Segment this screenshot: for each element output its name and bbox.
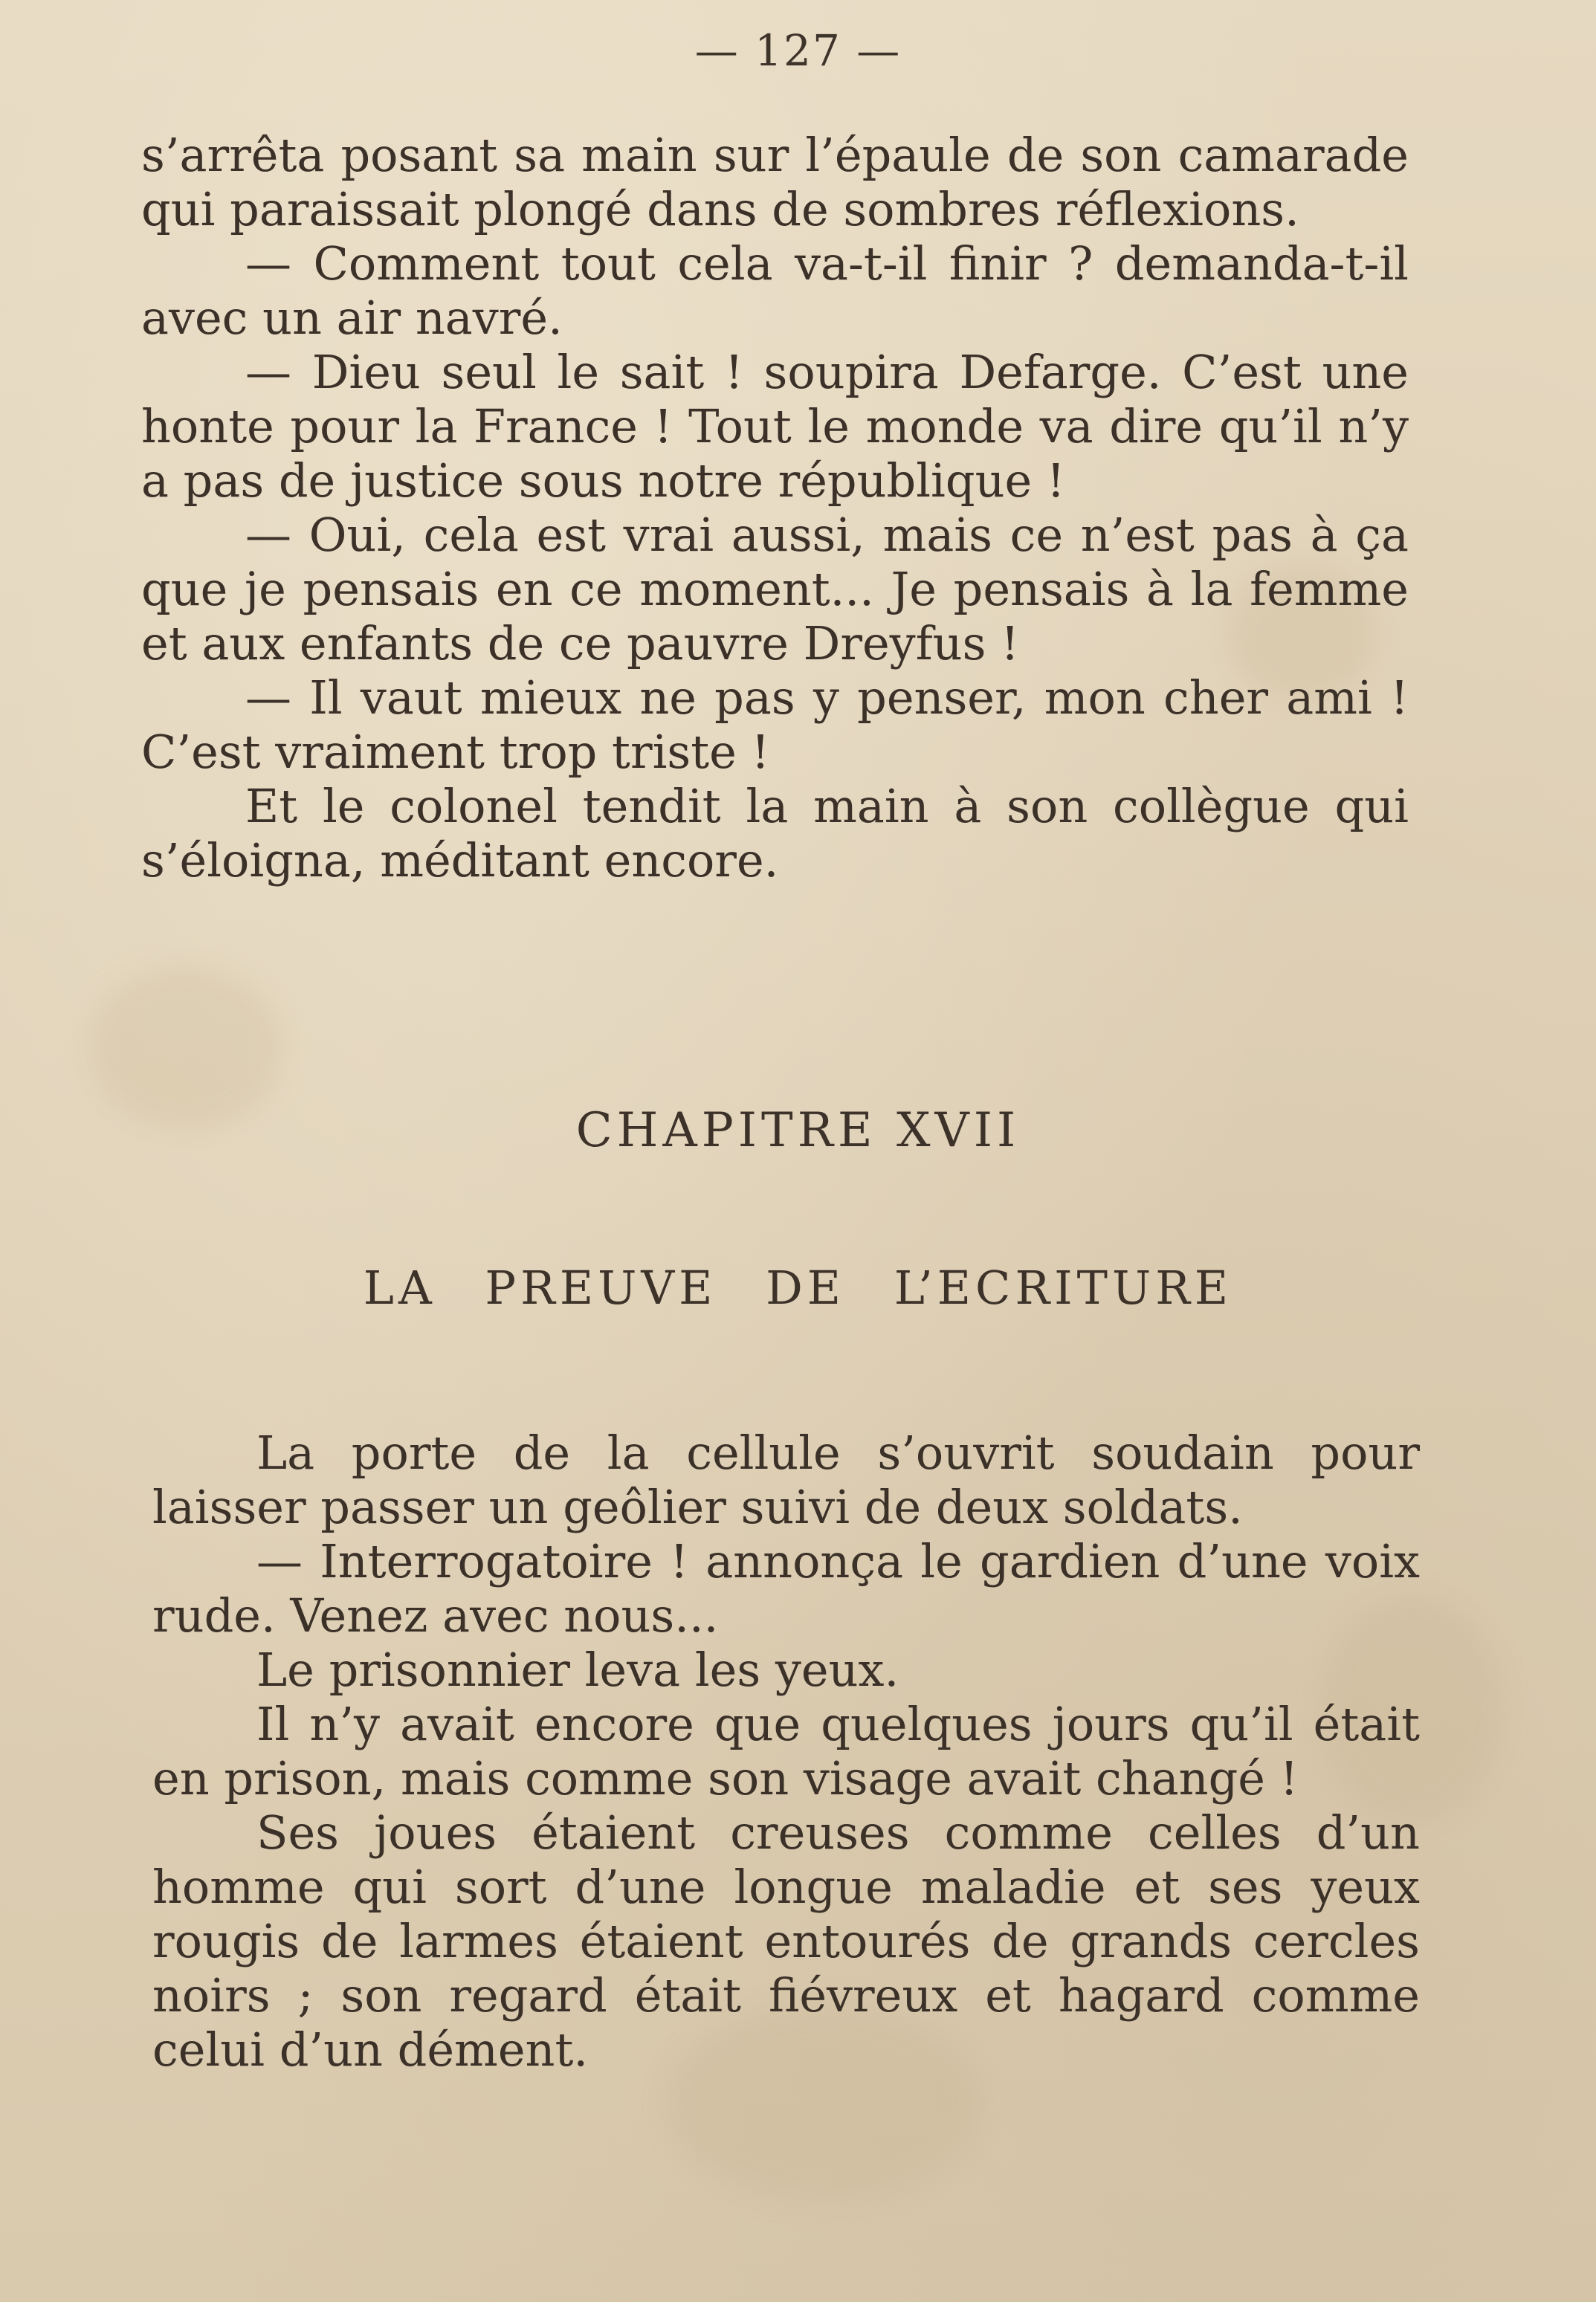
paragraph: — Interrogatoire ! annonça le gardien d’une voix rude. Venez avec nous... (152, 1534, 1420, 1643)
bottom-text-block (152, 1426, 1420, 2077)
top-text-block (141, 128, 1409, 888)
paragraph: — Oui, cela est vrai aussi, mais ce n’est pas à ça que je pensais en ce moment... Je pensais à la femme et aux enfants de ce pauvre Dreyfus ! (141, 508, 1409, 670)
paragraph: — Comment tout cela va-t-il finir ? demanda-t-il avec un air navré. (141, 236, 1409, 345)
paragraph: Ses joues étaient creuses comme celles d’un homme qui sort d’une longue maladie et ses yeux rougis de larmes étaient entourés de grands cercles noirs ; son regard était fiévreux et hagard comme celui d’un dément. (152, 1805, 1420, 2077)
paragraph: Et le colonel tendit la main à son collègue qui s’éloigna, méditant encore. (141, 779, 1409, 888)
chapter-title: LA PREUVE DE L’ECRITURE (363, 1261, 1233, 1315)
page-number: — 127 — (694, 25, 902, 76)
paragraph: La porte de la cellule s’ouvrit soudain pour laisser passer un geôlier suivi de deux soldats. (152, 1426, 1420, 1534)
paragraph: s’arrêta posant sa main sur l’épaule de son camarade qui paraissait plongé dans de sombres réflexions. (141, 128, 1409, 236)
paragraph: Il n’y avait encore que quelques jours qu’il était en prison, mais comme son visage avait changé ! (152, 1697, 1420, 1805)
paragraph: — Il vaut mieux ne pas y penser, mon cher ami ! C’est vraiment trop triste ! (141, 670, 1409, 779)
paragraph: — Dieu seul le sait ! soupira Defarge. C’est une honte pour la France ! Tout le monde va dire qu’il n’y a pas de justice sous notre république ! (141, 345, 1409, 508)
paragraph: Le prisonnier leva les yeux. (256, 1643, 899, 1697)
chapter-heading: CHAPITRE XVII (575, 1103, 1021, 1158)
